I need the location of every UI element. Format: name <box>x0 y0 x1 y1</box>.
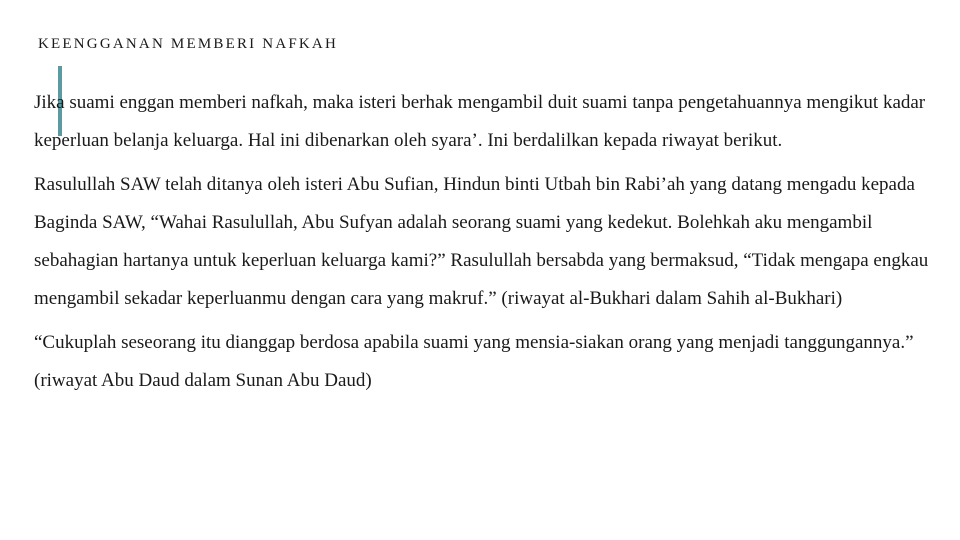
paragraph-intro: Jika suami enggan memberi nafkah, maka isteri berhak mengambil duit suami tanpa pengetahuannya mengikut kadar keperluan belanja keluarga. Hal ini dibenarkan oleh syara’. Ini berdalilkan kepada riwayat berikut. <box>34 92 926 151</box>
paragraph-hadith-hindun: Rasulullah SAW telah ditanya oleh isteri Abu Sufian, Hindun binti Utbah bin Rabi’ah yang datang mengadu kepada Baginda SAW, “Wahai Rasulullah, Abu Sufyan adalah seorang suami yang kedekut. Bolehkah aku mengambil sebahagian hartanya untuk keperluan keluarga kami?” Rasulullah bersabda yang bermaksud, “Tidak mengapa engkau mengambil sekadar keperluanmu dengan cara yang makruf.” (riwayat al-Bukhari dalam Sahih al-Bukhari) <box>34 174 929 309</box>
slide-body <box>34 84 934 406</box>
slide-title: KEENGGANAN MEMBERI NAFKAH <box>38 36 338 52</box>
paragraph-hadith-abu-daud: “Cukuplah seseorang itu dianggap berdosa apabila suami yang mensia-siakan orang yang menjadi tanggungannya.” (riwayat Abu Daud dalam Sunan Abu Daud) <box>34 332 914 391</box>
